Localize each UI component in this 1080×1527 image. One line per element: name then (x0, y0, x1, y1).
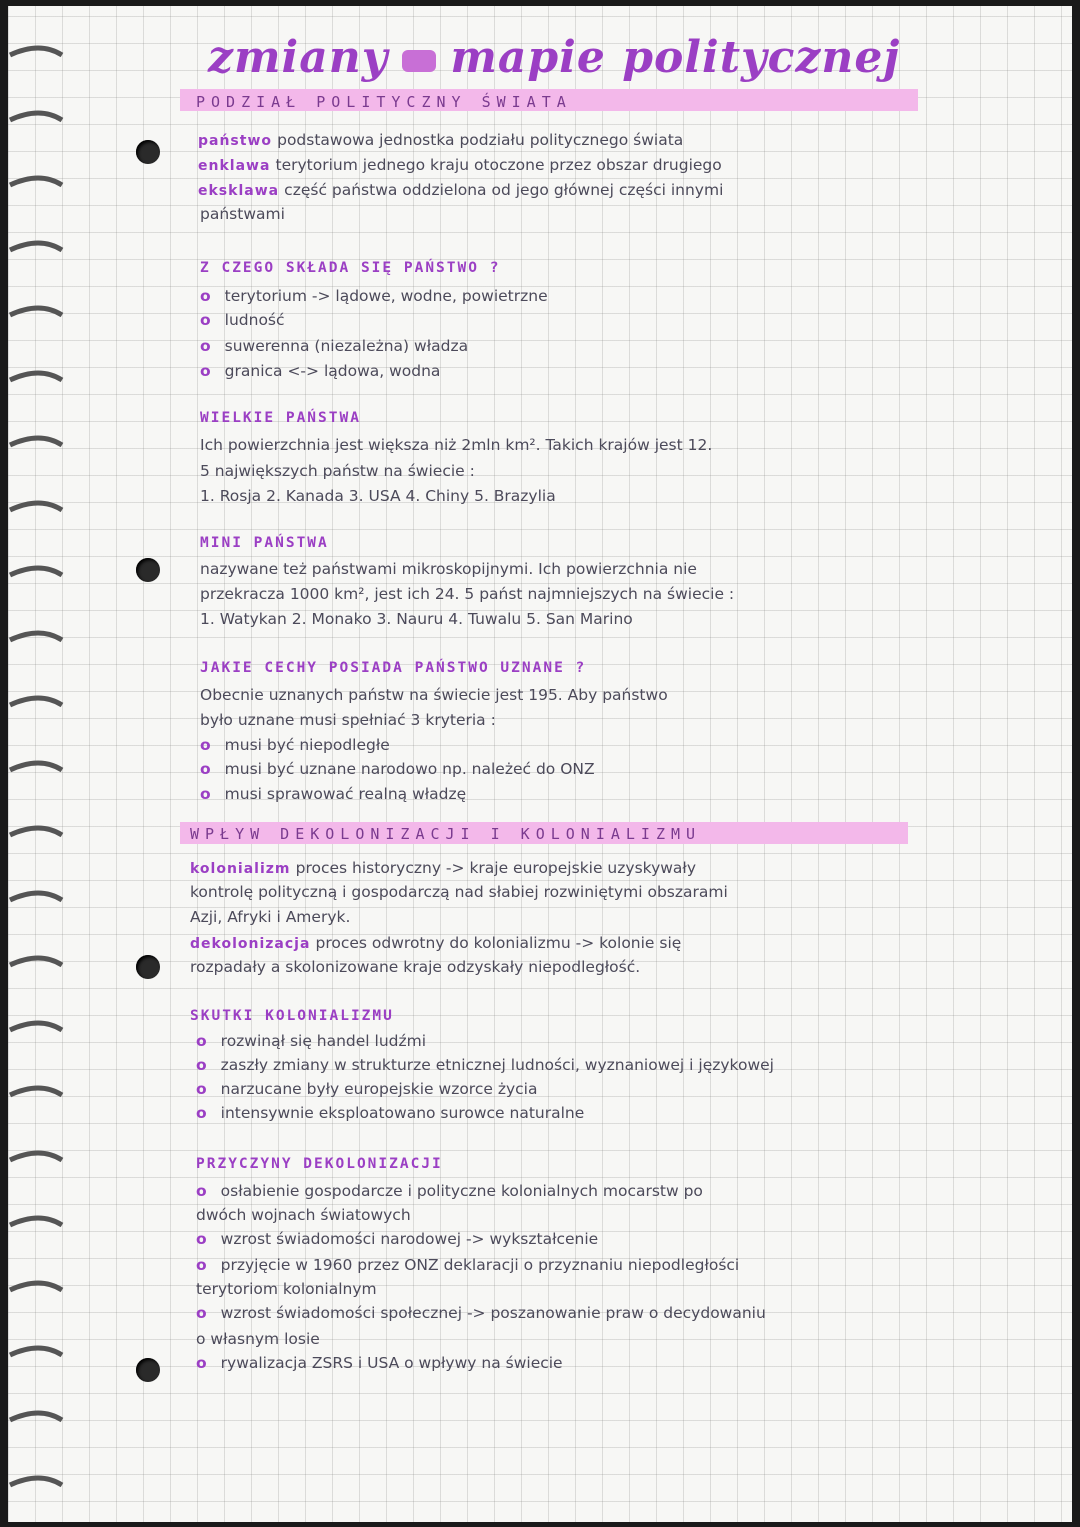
text-line: 1. Watykan 2. Monako 3. Nauru 4. Tuwalu 5. San Marino (200, 610, 633, 628)
text-line: przekracza 1000 km², jest ich 24. 5 państ najmniejszych na świecie : (200, 585, 735, 603)
list-item: o ludność (200, 311, 285, 329)
list-item-continued: o własnym losie (196, 1330, 320, 1348)
definition-row (198, 180, 723, 199)
list-item-continued: terytoriom kolonialnym (196, 1280, 377, 1298)
term: państwo (198, 133, 273, 149)
spiral-binding (0, 0, 80, 1527)
punch-hole (136, 140, 160, 164)
definition-row (198, 130, 683, 149)
definition-continued: kontrolę polityczną i gospodarczą nad słabiej rozwiniętymi obszarami (190, 883, 728, 901)
list-item: o terytorium -> lądowe, wodne, powietrzne (200, 287, 548, 305)
page-title (196, 22, 900, 94)
punch-hole (136, 558, 160, 582)
list-item: o zaszły zmiany w strukturze etnicznej ludności, wyznaniowej i językowej (196, 1056, 774, 1074)
text-line: Obecnie uznanych państw na świecie jest 195. Aby państwo (200, 686, 668, 704)
list-item-continued: dwóch wojnach światowych (196, 1206, 411, 1224)
list-item: o suwerenna (niezależna) władza (200, 337, 468, 355)
definition: podstawowa jednostka podziału politycznego świata (277, 131, 684, 149)
definition: część państwa oddzielona od jego głównej części innymi (284, 181, 724, 199)
definition-row (190, 933, 681, 952)
text-line: nazywane też państwami mikroskopijnymi. Ich powierzchnia nie (200, 560, 697, 578)
list-item: o przyjęcie w 1960 przez ONZ deklaracji o przyznaniu niepodległości (196, 1256, 739, 1274)
section-title: PODZIAŁ POLITYCZNY ŚWIATA (196, 93, 572, 111)
title-word: zmiany (208, 32, 389, 83)
title-phrase: mapie politycznej (450, 32, 901, 83)
punch-hole (136, 955, 160, 979)
definition: proces historyczny -> kraje europejskie uzyskywały (295, 859, 696, 877)
term: enklawa (198, 158, 271, 174)
punch-hole (136, 1358, 160, 1382)
list-item: o granica <-> lądowa, wodna (200, 362, 440, 380)
list-item: o wzrost świadomości narodowej -> wykształcenie (196, 1230, 598, 1248)
subheading: MINI PAŃSTWA (200, 535, 329, 551)
list-item: o musi być niepodległe (200, 736, 390, 754)
definition: proces odwrotny do kolonializmu -> kolonie się (315, 934, 682, 952)
subheading: WIELKIE PAŃSTWA (200, 410, 361, 426)
definition-continued: Azji, Afryki i Ameryk. (190, 908, 351, 926)
list-item: o osłabienie gospodarcze i polityczne kolonialnych mocarstw po (196, 1182, 703, 1200)
list-item: o narzucane były europejskie wzorce życia (196, 1080, 537, 1098)
list-item: o rozwinął się handel ludźmi (196, 1032, 426, 1050)
subheading: SKUTKI KOLONIALIZMU (190, 1008, 394, 1024)
text-line: Ich powierzchnia jest większa niż 2mln km². Takich krajów jest 12. (200, 436, 713, 454)
definition: terytorium jednego kraju otoczone przez obszar drugiego (275, 156, 722, 174)
text-line: 5 największych państw na świecie : (200, 462, 475, 480)
subheading: PRZYCZYNY DEKOLONIZACJI (196, 1156, 443, 1172)
definition-row (198, 155, 722, 174)
text-line: było uznane musi spełniać 3 kryteria : (200, 711, 496, 729)
ink-blot (402, 50, 436, 72)
definition-continued: państwami (200, 205, 285, 223)
list-item: o rywalizacja ZSRS i USA o wpływy na świecie (196, 1354, 563, 1372)
text-line: 1. Rosja 2. Kanada 3. USA 4. Chiny 5. Brazylia (200, 487, 556, 505)
list-item: o musi być uznane narodowo np. należeć do ONZ (200, 760, 595, 778)
list-item: o intensywnie eksploatowano surowce naturalne (196, 1104, 584, 1122)
term: kolonializm (190, 861, 291, 877)
section-title: WPŁYW DEKOLONIZACJI I KOLONIALIZMU (190, 825, 702, 843)
term: dekolonizacja (190, 936, 311, 952)
definition-row (190, 858, 696, 877)
subheading: Z CZEGO SKŁADA SIĘ PAŃSTWO ? (200, 260, 501, 276)
list-item: o wzrost świadomości społecznej -> poszanowanie praw o decydowaniu (196, 1304, 766, 1322)
definition-continued: rozpadały a skolonizowane kraje odzyskały niepodległość. (190, 958, 641, 976)
list-item: o musi sprawować realną władzę (200, 785, 466, 803)
subheading: JAKIE CECHY POSIADA PAŃSTWO UZNANE ? (200, 660, 587, 676)
term: eksklawa (198, 183, 280, 199)
